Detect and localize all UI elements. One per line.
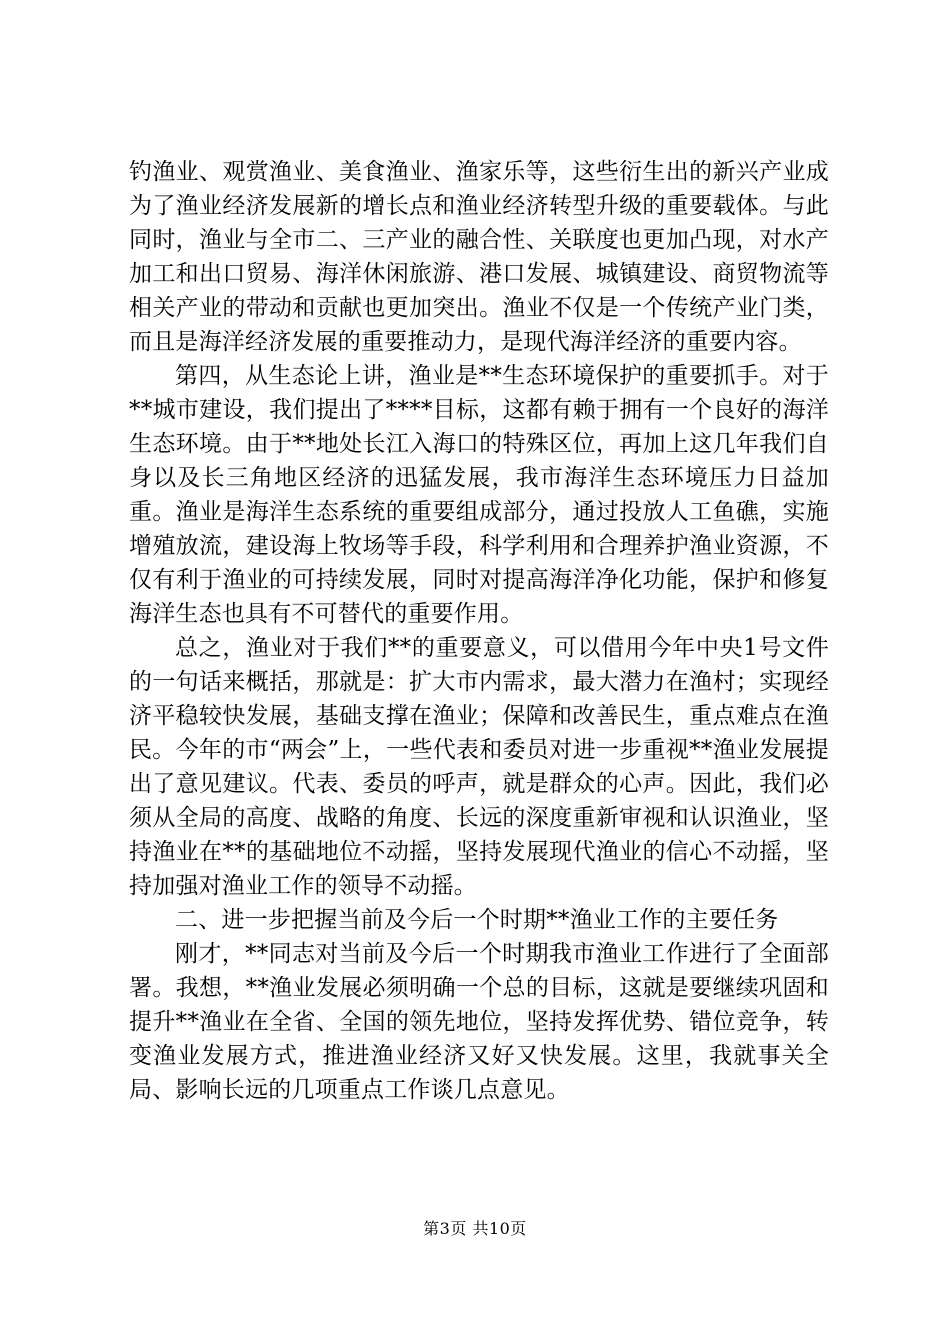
section-heading: 二、进一步把握当前及今后一个时期**渔业工作的主要任务 [175, 907, 779, 933]
paragraph-summary: 总之，渔业对于我们**的重要意义，可以借用今年中央1号文件的一句话来概括，那就是：扩大市内需求，最大潜力在渔村；实现经济平稳较快发展，基础支撑在渔业；保障和改善民生，重点难点在渔民。今年的市“两会”上，一些代表和委员对进一步重视**渔业发展提出了意见建议。代表、委员的呼声，就是群众的心声。因此，我们必须从全局的高度、战略的角度、长远的深度重新审视和认识渔业，坚持渔业在**的基础地位不动摇，坚持发展现代渔业的信心不动摇，坚持加强对渔业工作的领导不动摇。 [129, 635, 829, 899]
paragraph-continuation: 钓渔业、观赏渔业、美食渔业、渔家乐等，这些衍生出的新兴产业成为了渔业经济发展新的增长点和渔业经济转型升级的重要载体。与此同时，渔业与全市二、三产业的融合性、关联度也更加凸现，对水产加工和出口贸易、海洋休闲旅游、港口发展、城镇建设、商贸物流等相关产业的带动和贡献也更加突出。渔业不仅是一个传统产业门类，而且是海洋经济发展的重要推动力，是现代海洋经济的重要内容。 [129, 159, 829, 355]
paragraph-tasks: 刚才，**同志对当前及今后一个时期我市渔业工作进行了全面部署。我想，**渔业发展必须明确一个总的目标，这就是要继续巩固和提升**渔业在全省、全国的领先地位，坚持发挥优势、错位竞争，转变渔业发展方式，推进渔业经济又好又快发展。这里，我就事关全局、影响长远的几项重点工作谈几点意见。 [129, 941, 829, 1103]
document-body [129, 155, 829, 1107]
paragraph-ecology: 第四，从生态论上讲，渔业是**生态环境保护的重要抓手。对于**城市建设，我们提出了****目标，这都有赖于拥有一个良好的海洋生态环境。由于**地处长江入海口的特殊区位，再加上这几年我们自身以及长三角地区经济的迅猛发展，我市海洋生态环境压力日益加重。渔业是海洋生态系统的重要组成部分，通过投放人工鱼礁，实施增殖放流，建设海上牧场等手段，科学利用和合理养护渔业资源，不仅有利于渔业的可持续发展，同时对提高海洋净化功能，保护和修复海洋生态也具有不可替代的重要作用。 [129, 363, 829, 627]
page-number-footer: 第3页 共10页 [423, 1219, 527, 1238]
